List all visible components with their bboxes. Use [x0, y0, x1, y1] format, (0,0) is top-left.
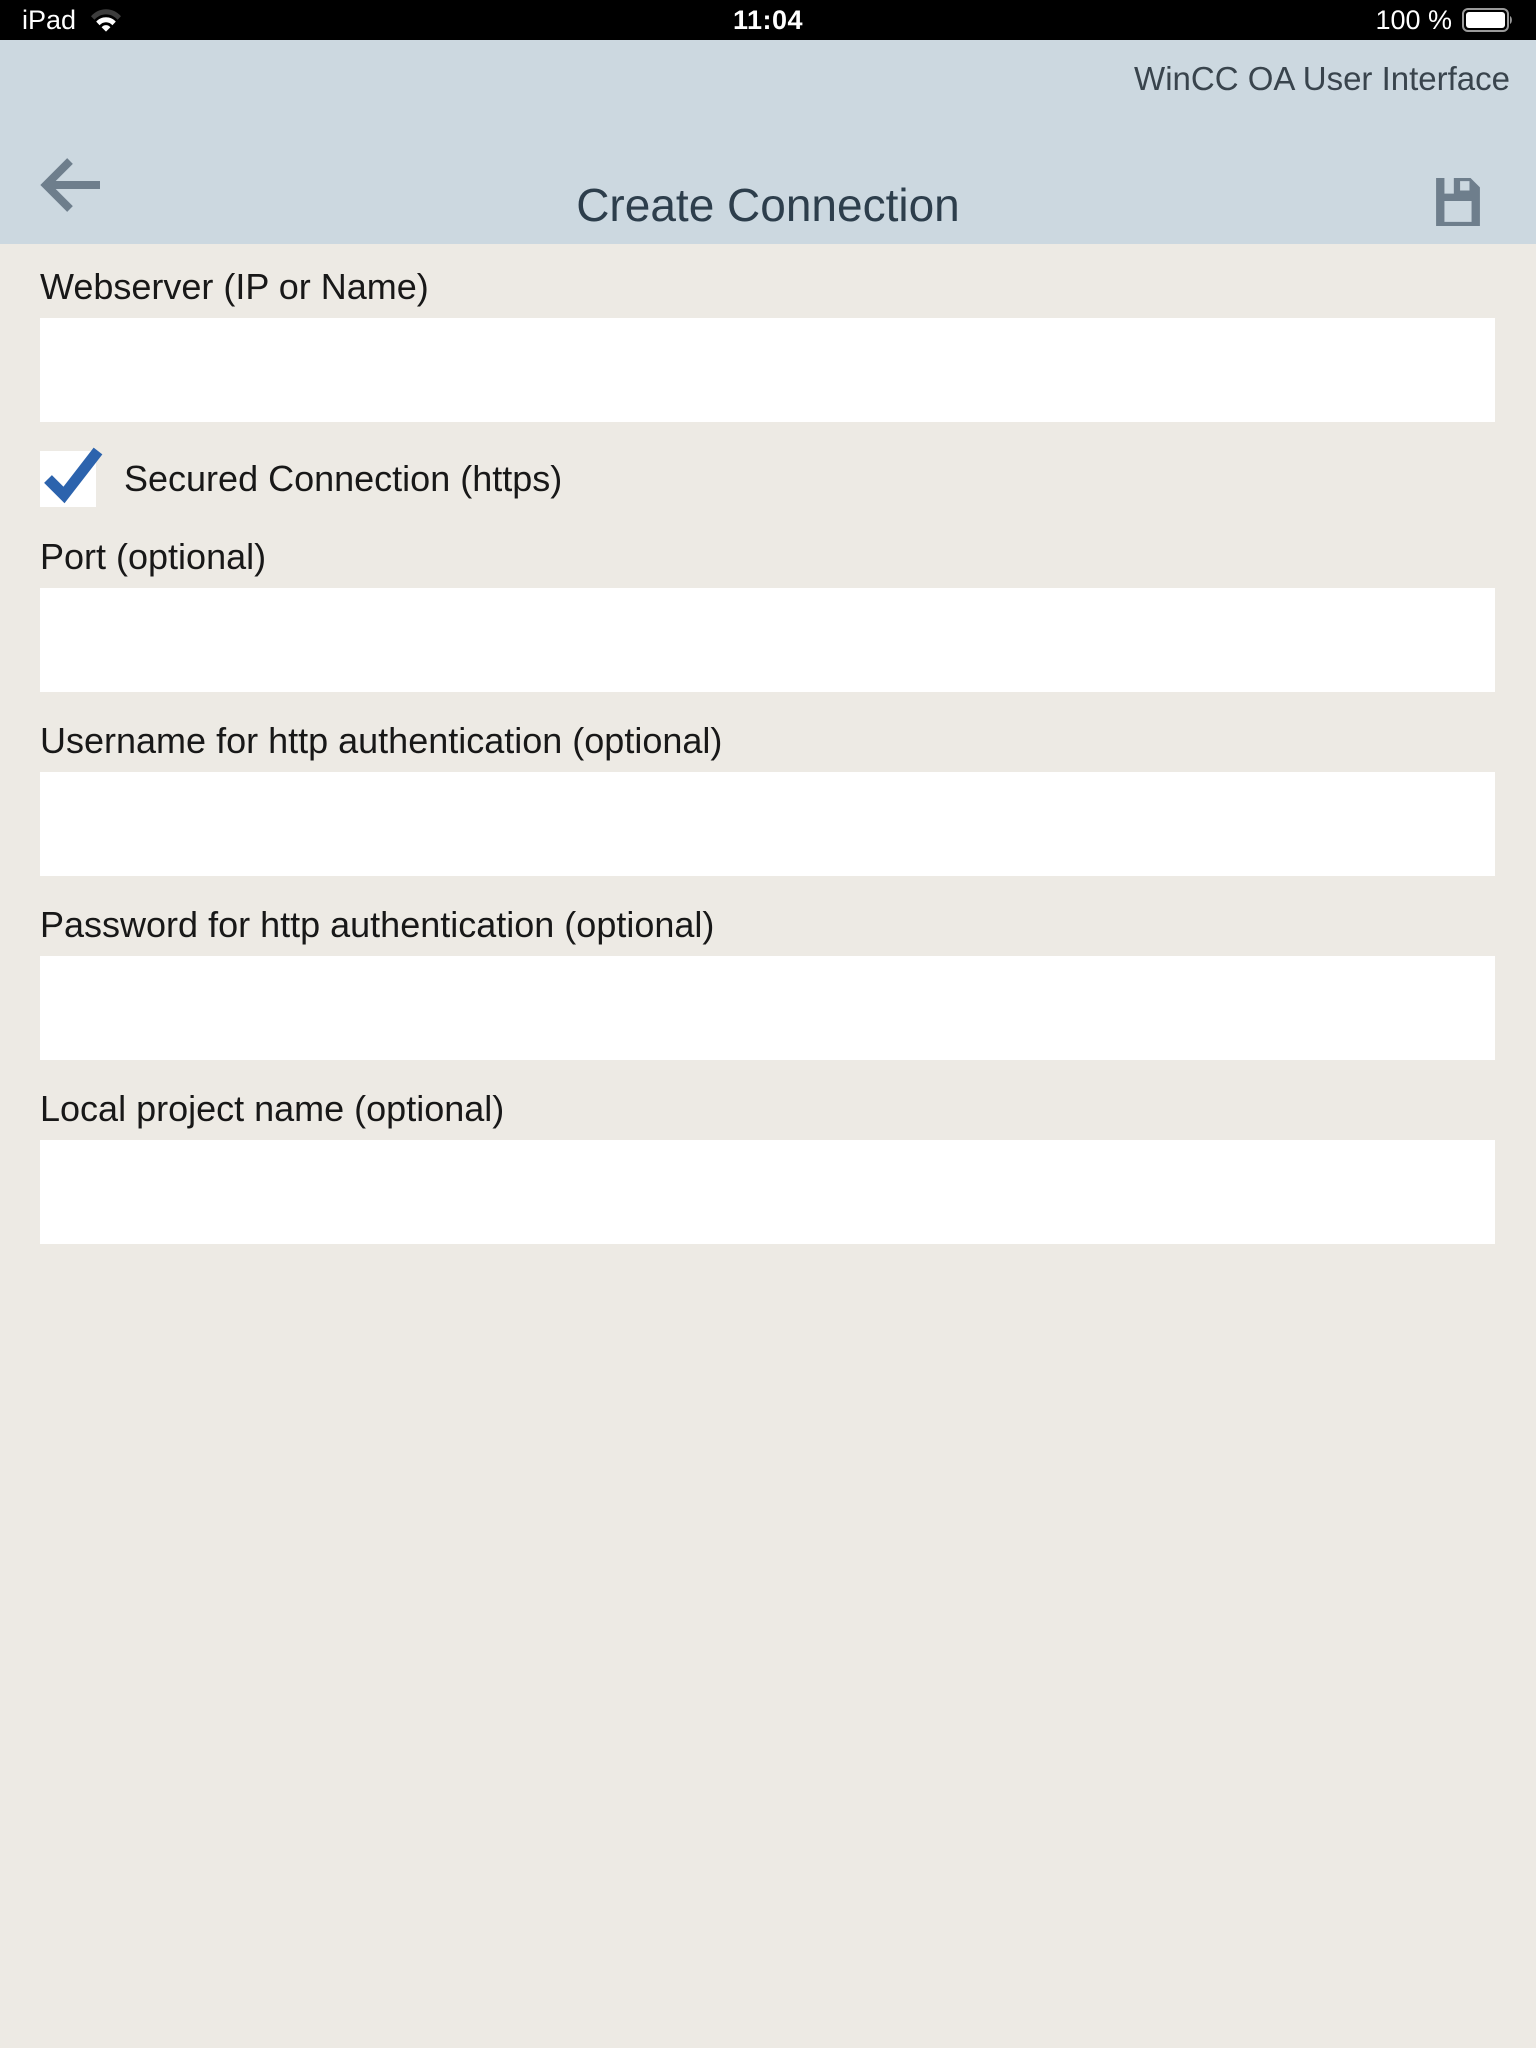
project-name-input[interactable] — [40, 1140, 1495, 1244]
username-input[interactable] — [40, 772, 1495, 876]
clock: 11:04 — [732, 4, 804, 35]
port-label: Port (optional) — [40, 536, 267, 577]
secured-checkbox-label: Secured Connection (https) — [124, 458, 563, 499]
project-name-label: Local project name (optional) — [40, 1088, 505, 1129]
header — [0, 40, 1536, 244]
page-title: Create Connection — [576, 179, 960, 231]
port-input[interactable] — [40, 588, 1495, 692]
save-floppy-icon — [1436, 178, 1480, 226]
device-label: iPad — [22, 4, 77, 35]
save-button[interactable] — [1436, 178, 1480, 226]
password-label: Password for http authentication (optional) — [40, 904, 715, 945]
app-label: WinCC OA User Interface — [1134, 60, 1510, 97]
password-input[interactable] — [40, 956, 1495, 1060]
create-connection-form — [0, 244, 1536, 1244]
secured-checkbox[interactable] — [40, 451, 96, 507]
secured-connection-row — [40, 450, 1495, 508]
webserver-input[interactable] — [40, 318, 1495, 422]
webserver-label: Webserver (IP or Name) — [40, 266, 429, 307]
battery-icon — [1462, 8, 1514, 32]
battery-percent-label: 100 % — [1375, 4, 1453, 35]
wifi-icon — [90, 8, 122, 32]
checkmark-icon — [44, 447, 104, 503]
status-bar — [0, 0, 1536, 40]
username-label: Username for http authentication (optional) — [40, 720, 723, 761]
